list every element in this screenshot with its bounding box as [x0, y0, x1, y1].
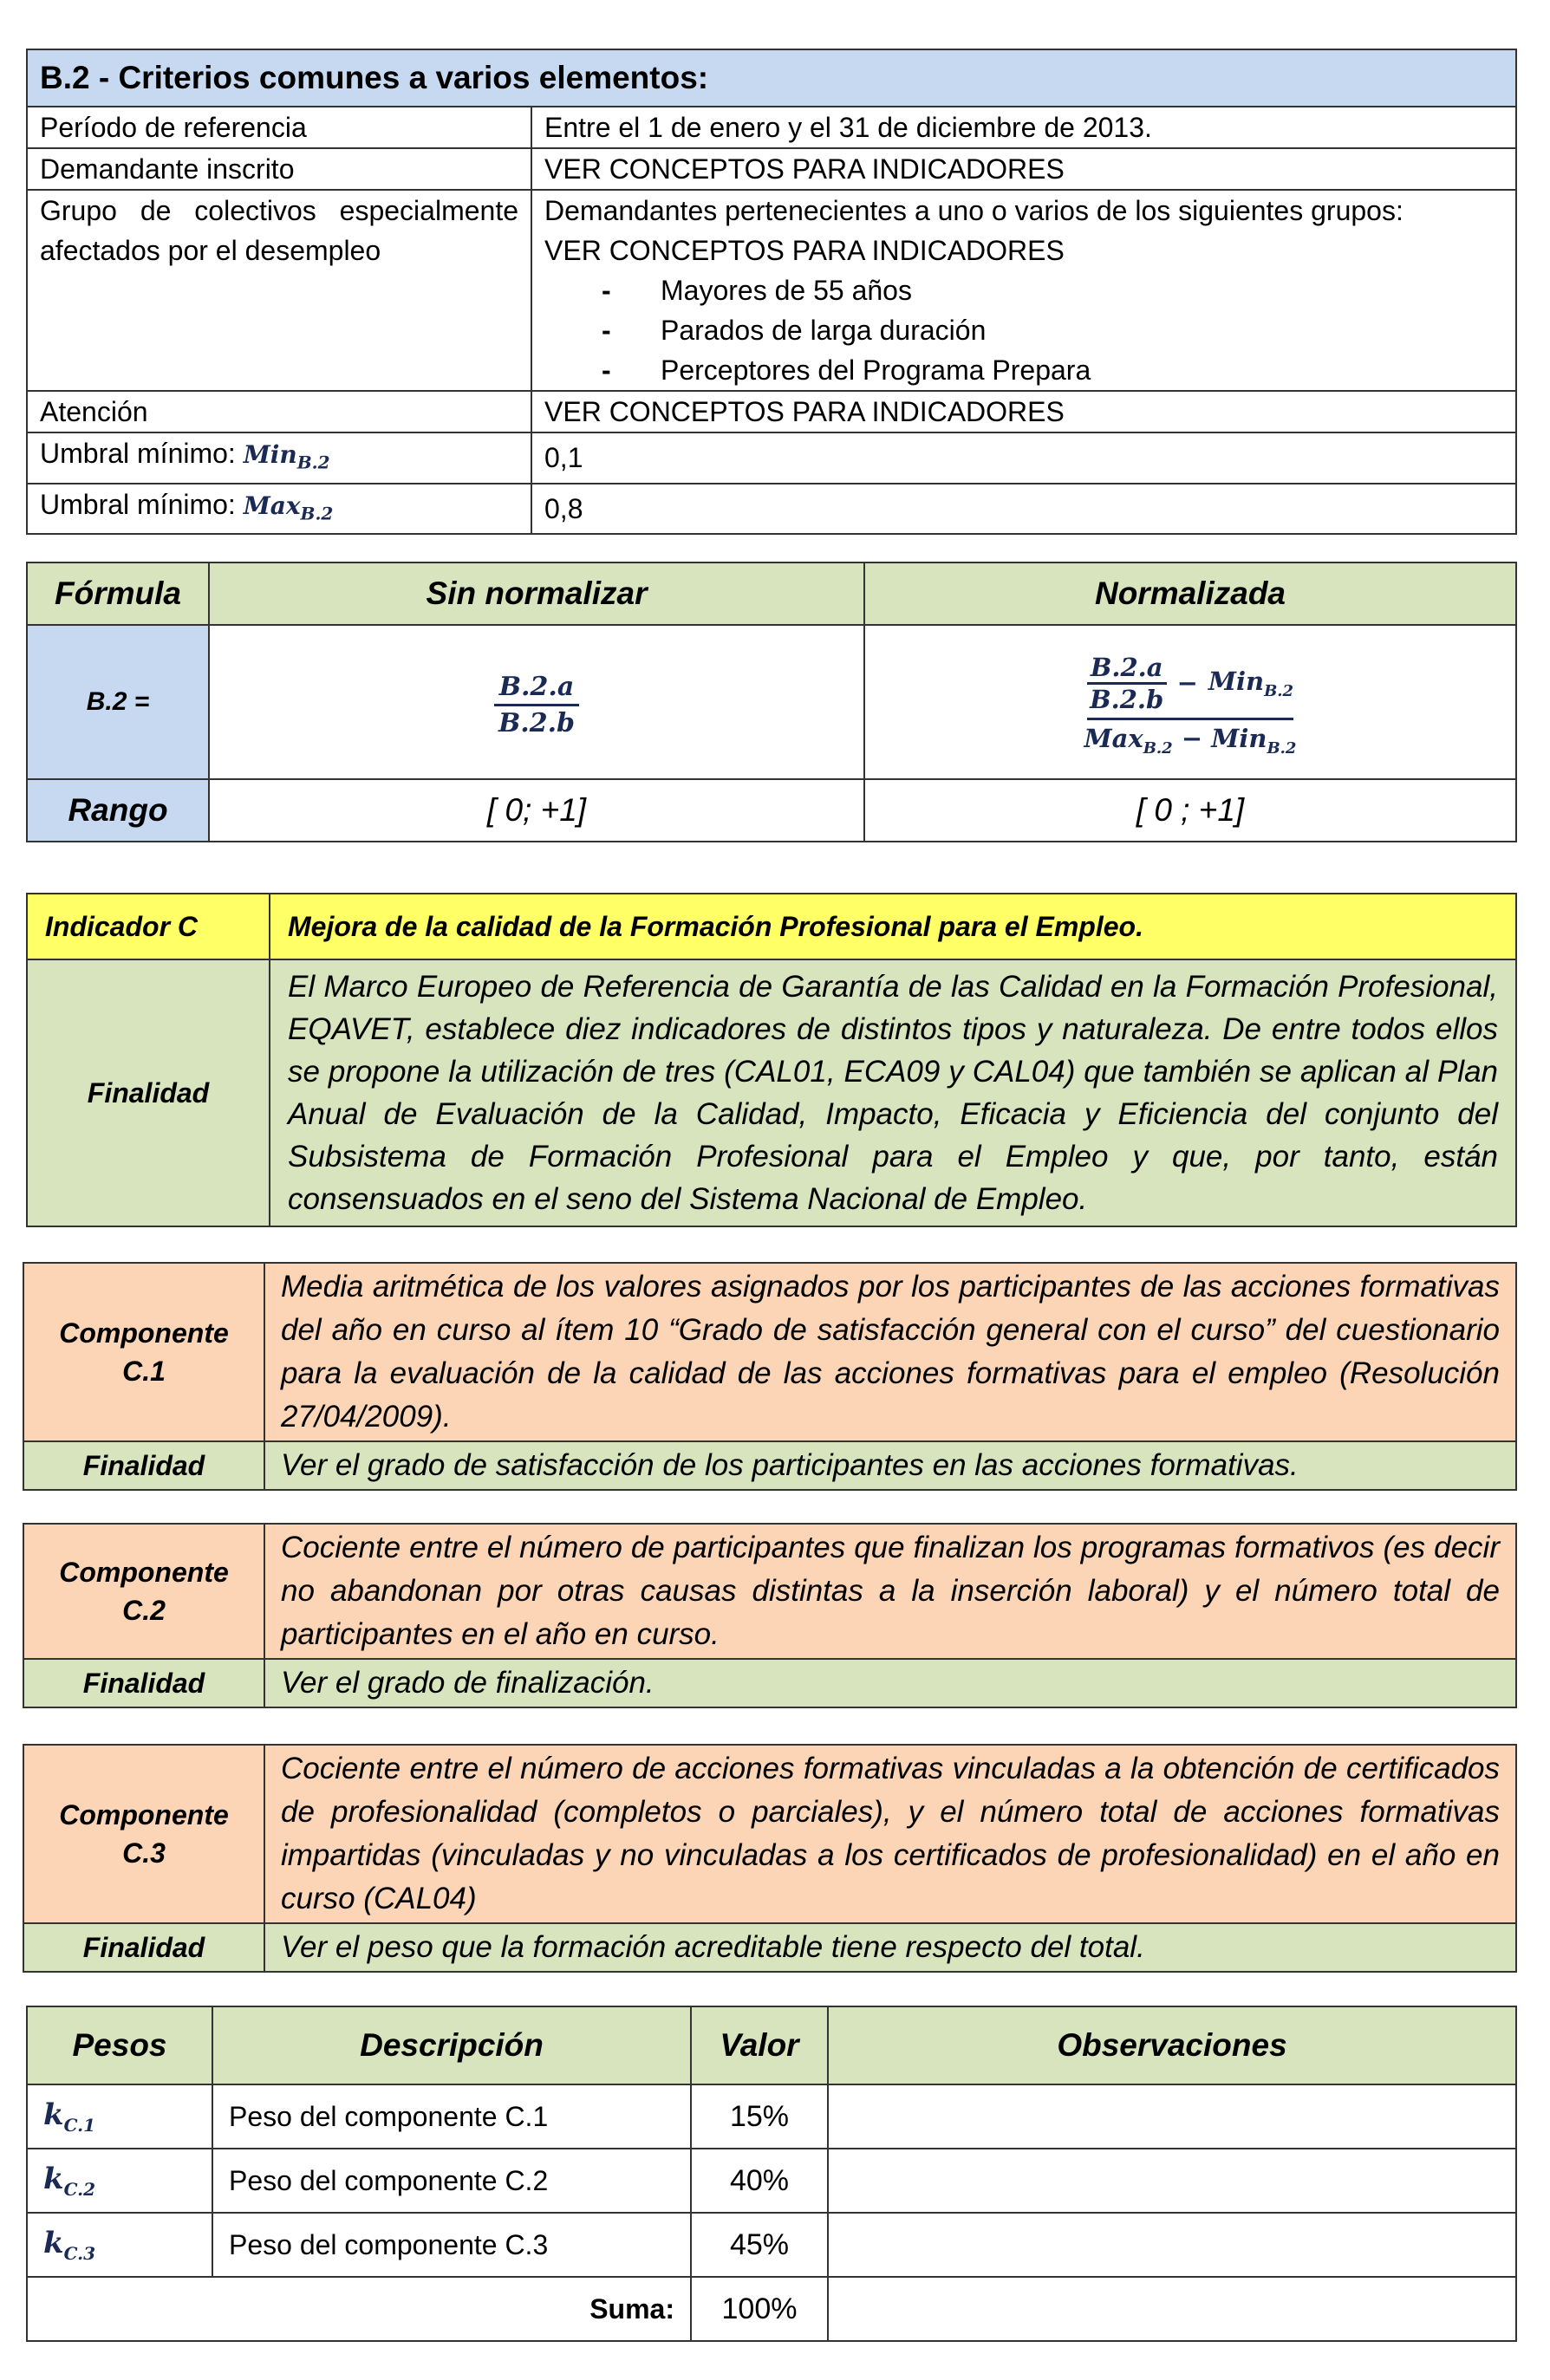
- demandante-label: Demandante inscrito: [27, 148, 531, 190]
- suma-row: [27, 2277, 1516, 2341]
- table-row: [27, 2213, 1516, 2277]
- formula-table: [26, 562, 1517, 842]
- suma-label: Suma:: [27, 2277, 691, 2341]
- grupo-value: [531, 190, 1516, 391]
- atencion-value: VER CONCEPTOS PARA INDICADORES: [531, 391, 1516, 432]
- componente-label: Componente C.3: [23, 1745, 264, 1923]
- observaciones-header: Observaciones: [828, 2006, 1516, 2084]
- weight-symbol: $k_{C.3}$: [27, 2213, 212, 2277]
- table-row: [27, 2084, 1516, 2149]
- umbral-max-value: 0,8: [531, 484, 1516, 535]
- grupo-label: Grupo de colectivos especialmente afectados por el desempleo: [27, 190, 531, 391]
- demandante-value: VER CONCEPTOS PARA INDICADORES: [531, 148, 1516, 190]
- grupo-line1: Demandantes pertenecientes a uno o varios de los siguientes grupos:: [544, 195, 1403, 226]
- weight-obs: [828, 2213, 1516, 2277]
- formula-label: B.2 =: [27, 625, 209, 779]
- periodo-value: Entre el 1 de enero y el 31 de diciembre de 2013.: [531, 107, 1516, 148]
- weight-desc: Peso del componente C.1: [212, 2084, 691, 2149]
- periodo-label: Período de referencia: [27, 107, 531, 148]
- componente-text: Cociente entre el número de acciones formativas vinculadas a la obtención de certificados de profesionalidad (completos o parciales), y el número total de acciones formativas impartidas (vinculadas y no vinculadas a los certificados de profesionalidad) en el año en curso (CAL04): [264, 1745, 1516, 1923]
- weight-obs: [828, 2149, 1516, 2213]
- indicador-title: Mejora de la calidad de la Formación Profesional para el Empleo.: [270, 894, 1516, 959]
- normalized-fraction: B.2.a B.2.b − Min$_{B.2}$ Max$_{B.2}$ − Min$_{B.2}$: [1084, 652, 1297, 758]
- indicador-table: [26, 893, 1517, 1227]
- componente-text: Media aritmética de los valores asignados por los participantes de las acciones formativas del año en curso al ítem 10 “Grado de satisfacción general con el curso” del cuestionario para la evaluación de la calidad de las acciones formativas para el empleo (Resolución 27/04/2009).: [264, 1263, 1516, 1441]
- weight-symbol: $k_{C.2}$: [27, 2149, 212, 2213]
- formula-sin-normalizar: [209, 625, 864, 779]
- formula-header: Fórmula: [27, 562, 209, 625]
- componente-text: Cociente entre el número de participantes que finalizan los programas formativos (es decir no abandonan por otras causas distintas a la inserción laboral) y el número total de participantes en el año en curso.: [264, 1524, 1516, 1659]
- weight-value: 15%: [691, 2084, 828, 2149]
- min-symbol: Min$_{B.2}$: [243, 440, 330, 473]
- sin-normalizar-header: Sin normalizar: [209, 562, 864, 625]
- atencion-label: Atención: [27, 391, 531, 432]
- indicador-label: Indicador C: [27, 894, 270, 959]
- grupo-item: - Perceptores del Programa Prepara: [544, 350, 1503, 390]
- componente-label: Componente C.1: [23, 1263, 264, 1441]
- rango-sin: [ 0; +1]: [209, 779, 864, 842]
- componente-finalidad-text: Ver el grado de finalización.: [264, 1659, 1516, 1707]
- grupo-line2: VER CONCEPTOS PARA INDICADORES: [544, 235, 1065, 266]
- componente-finalidad-label: Finalidad: [23, 1659, 264, 1707]
- componente-label: Componente C.2: [23, 1524, 264, 1659]
- grupo-item: - Parados de larga duración: [544, 310, 1503, 350]
- componente-finalidad-text: Ver el grado de satisfacción de los participantes en las acciones formativas.: [264, 1441, 1516, 1490]
- umbral-max-label: Umbral mínimo: Max$_{B.2}$: [27, 484, 531, 535]
- componente-finalidad-label: Finalidad: [23, 1923, 264, 1972]
- componente-c2: [23, 1523, 1517, 1708]
- componente-finalidad-label: Finalidad: [23, 1441, 264, 1490]
- grupo-item: - Mayores de 55 años: [544, 270, 1503, 310]
- umbral-min-value: 0,1: [531, 432, 1516, 484]
- formula-normalizada: [864, 625, 1516, 779]
- rango-norm: [ 0 ; +1]: [864, 779, 1516, 842]
- pesos-header: Pesos: [27, 2006, 212, 2084]
- max-symbol: Max$_{B.2}$: [243, 491, 334, 524]
- criterios-table: [26, 49, 1517, 535]
- descripcion-header: Descripción: [212, 2006, 691, 2084]
- pesos-table: [26, 2006, 1517, 2342]
- weight-value: 45%: [691, 2213, 828, 2277]
- table-row: [27, 2149, 1516, 2213]
- normalizada-header: Normalizada: [864, 562, 1516, 625]
- finalidad-label: Finalidad: [27, 959, 270, 1226]
- valor-header: Valor: [691, 2006, 828, 2084]
- weight-symbol: $k_{C.1}$: [27, 2084, 212, 2149]
- weight-value: 40%: [691, 2149, 828, 2213]
- weight-desc: Peso del componente C.2: [212, 2149, 691, 2213]
- weight-obs: [828, 2084, 1516, 2149]
- criterios-title: B.2 - Criterios comunes a varios elementos:: [27, 49, 1516, 107]
- grupo-list: [544, 270, 1503, 390]
- componente-finalidad-text: Ver el peso que la formación acreditable tiene respecto del total.: [264, 1923, 1516, 1972]
- suma-obs: [828, 2277, 1516, 2341]
- componente-c1: [23, 1262, 1517, 1491]
- componente-c3: [23, 1744, 1517, 1973]
- finalidad-text: El Marco Europeo de Referencia de Garantía de las Calidad en la Formación Profesional, EQAVET, establece diez indicadores de distintos tipos y naturaleza. De entre todos ellos se propone la utilización de tres (CAL01, ECA09 y CAL04) que también se aplican al Plan Anual de Evaluación de la Calidad, Impacto, Eficacia y Eficiencia del conjunto del Subsistema de Formación Profesional para el Empleo y que, por tanto, están consensuados en el seno del Sistema Nacional de Empleo.: [270, 959, 1516, 1226]
- fraction: $\frac{B.2.a}{B.2.b}$: [493, 672, 580, 738]
- rango-label: Rango: [27, 779, 209, 842]
- umbral-min-label: Umbral mínimo: Min$_{B.2}$: [27, 432, 531, 484]
- weight-desc: Peso del componente C.3: [212, 2213, 691, 2277]
- suma-value: 100%: [691, 2277, 828, 2341]
